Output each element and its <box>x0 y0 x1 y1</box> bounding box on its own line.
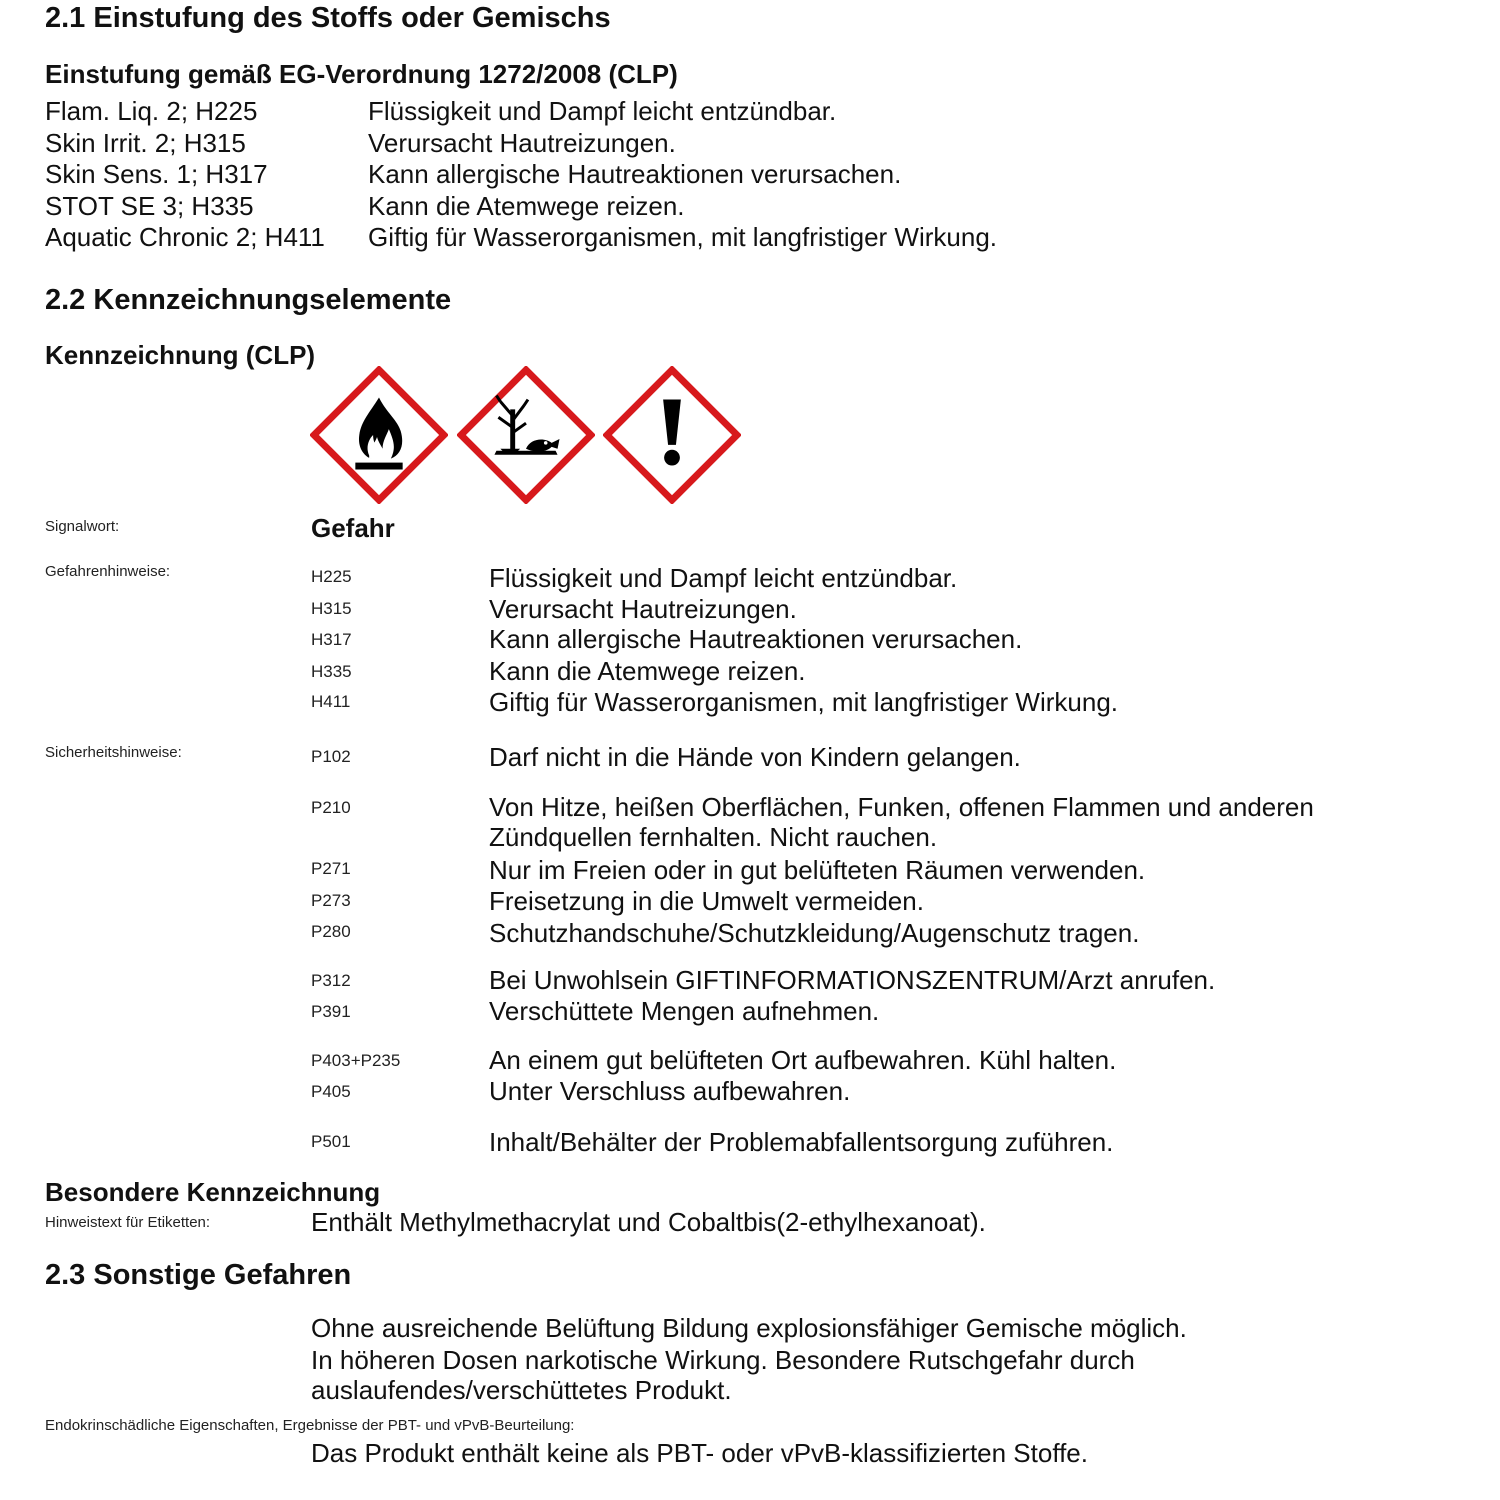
precaution-text: An einem gut belüfteten Ort aufbewahren. Kühl halten. <box>489 1045 1117 1075</box>
hazard-statements-label: Gefahrenhinweise: <box>45 563 171 580</box>
section-2-2-title: 2.2 Kennzeichnungselemente <box>45 284 452 316</box>
hazard-code: H317 <box>311 630 352 649</box>
pbt-assessment-label: Endokrinschädliche Eigenschaften, Ergebnisse der PBT- und vPvB-Beurteilung: <box>45 1417 575 1434</box>
other-hazards-line: auslaufendes/verschüttetes Produkt. <box>311 1375 732 1405</box>
hazard-code: H411 <box>311 692 351 711</box>
precaution-code: P405 <box>311 1082 351 1101</box>
hazard-text: Kann die Atemwege reizen. <box>489 656 806 686</box>
classification-text: Verursacht Hautreizungen. <box>368 128 676 158</box>
precaution-text: Von Hitze, heißen Oberflächen, Funken, offenen Flammen und anderen <box>489 792 1314 822</box>
precautionary-statements-label: Sicherheitshinweise: <box>45 744 182 761</box>
classification-code: Aquatic Chronic 2; H411 <box>45 222 325 252</box>
classification-text: Kann allergische Hautreaktionen verursachen. <box>368 159 902 189</box>
signal-word: Gefahr <box>311 513 395 543</box>
precaution-code: P273 <box>311 891 351 910</box>
signal-word-label: Signalwort: <box>45 518 120 535</box>
exclamation-icon <box>603 366 741 504</box>
label-notice-text: Enthält Methylmethacrylat und Cobaltbis(2-ethylhexanoat). <box>311 1207 986 1237</box>
precaution-code: P280 <box>311 922 351 941</box>
precaution-code: P403+P235 <box>311 1051 401 1070</box>
classification-text: Kann die Atemwege reizen. <box>368 191 685 221</box>
precaution-code: P312 <box>311 971 351 990</box>
flame-icon <box>310 366 448 504</box>
label-notice-label: Hinweistext für Etiketten: <box>45 1214 211 1231</box>
hazard-text: Giftig für Wasserorganismen, mit langfristiger Wirkung. <box>489 687 1119 717</box>
hazard-text: Verursacht Hautreizungen. <box>489 594 797 624</box>
precaution-code: P102 <box>311 747 351 766</box>
classification-text: Giftig für Wasserorganismen, mit langfristiger Wirkung. <box>368 222 998 252</box>
classification-code: Skin Sens. 1; H317 <box>45 159 268 189</box>
precaution-code: P501 <box>311 1132 351 1151</box>
hazard-code: H335 <box>311 662 352 681</box>
environment-icon <box>457 366 595 504</box>
precaution-text: Schutzhandschuhe/Schutzkleidung/Augenschutz tragen. <box>489 918 1140 948</box>
precaution-text: Darf nicht in die Hände von Kindern gelangen. <box>489 742 1021 772</box>
section-2-1-title: 2.1 Einstufung des Stoffs oder Gemischs <box>45 2 611 34</box>
precaution-text: Inhalt/Behälter der Problemabfallentsorgung zuführen. <box>489 1127 1114 1157</box>
section-2-1-subtitle: Einstufung gemäß EG-Verordnung 1272/2008 (CLP) <box>45 59 678 89</box>
precaution-code: P391 <box>311 1002 351 1021</box>
precaution-code: P271 <box>311 859 351 878</box>
special-labelling-title: Besondere Kennzeichnung <box>45 1177 381 1207</box>
hazard-text: Flüssigkeit und Dampf leicht entzündbar. <box>489 563 958 593</box>
classification-code: Flam. Liq. 2; H225 <box>45 96 258 126</box>
precaution-text: Nur im Freien oder in gut belüfteten Räumen verwenden. <box>489 855 1146 885</box>
precaution-text: Verschüttete Mengen aufnehmen. <box>489 996 880 1026</box>
classification-text: Flüssigkeit und Dampf leicht entzündbar. <box>368 96 837 126</box>
precaution-text: Unter Verschluss aufbewahren. <box>489 1076 851 1106</box>
pbt-assessment-text: Das Produkt enthält keine als PBT- oder vPvB-klassifizierten Stoffe. <box>311 1438 1088 1468</box>
precaution-text: Freisetzung in die Umwelt vermeiden. <box>489 886 924 916</box>
classification-code: STOT SE 3; H335 <box>45 191 254 221</box>
hazard-code: H315 <box>311 599 352 618</box>
hazard-code: H225 <box>311 567 352 586</box>
section-2-3-title: 2.3 Sonstige Gefahren <box>45 1259 352 1291</box>
precaution-text: Bei Unwohlsein GIFTINFORMATIONSZENTRUM/Arzt anrufen. <box>489 965 1216 995</box>
classification-code: Skin Irrit. 2; H315 <box>45 128 246 158</box>
other-hazards-line: Ohne ausreichende Belüftung Bildung explosionsfähiger Gemische möglich. <box>311 1313 1187 1343</box>
section-2-2-subtitle: Kennzeichnung (CLP) <box>45 340 316 370</box>
other-hazards-line: In höheren Dosen narkotische Wirkung. Besondere Rutschgefahr durch <box>311 1345 1135 1375</box>
hazard-text: Kann allergische Hautreaktionen verursachen. <box>489 624 1023 654</box>
precaution-text-continued: Zündquellen fernhalten. Nicht rauchen. <box>489 822 938 852</box>
precaution-code: P210 <box>311 798 351 817</box>
